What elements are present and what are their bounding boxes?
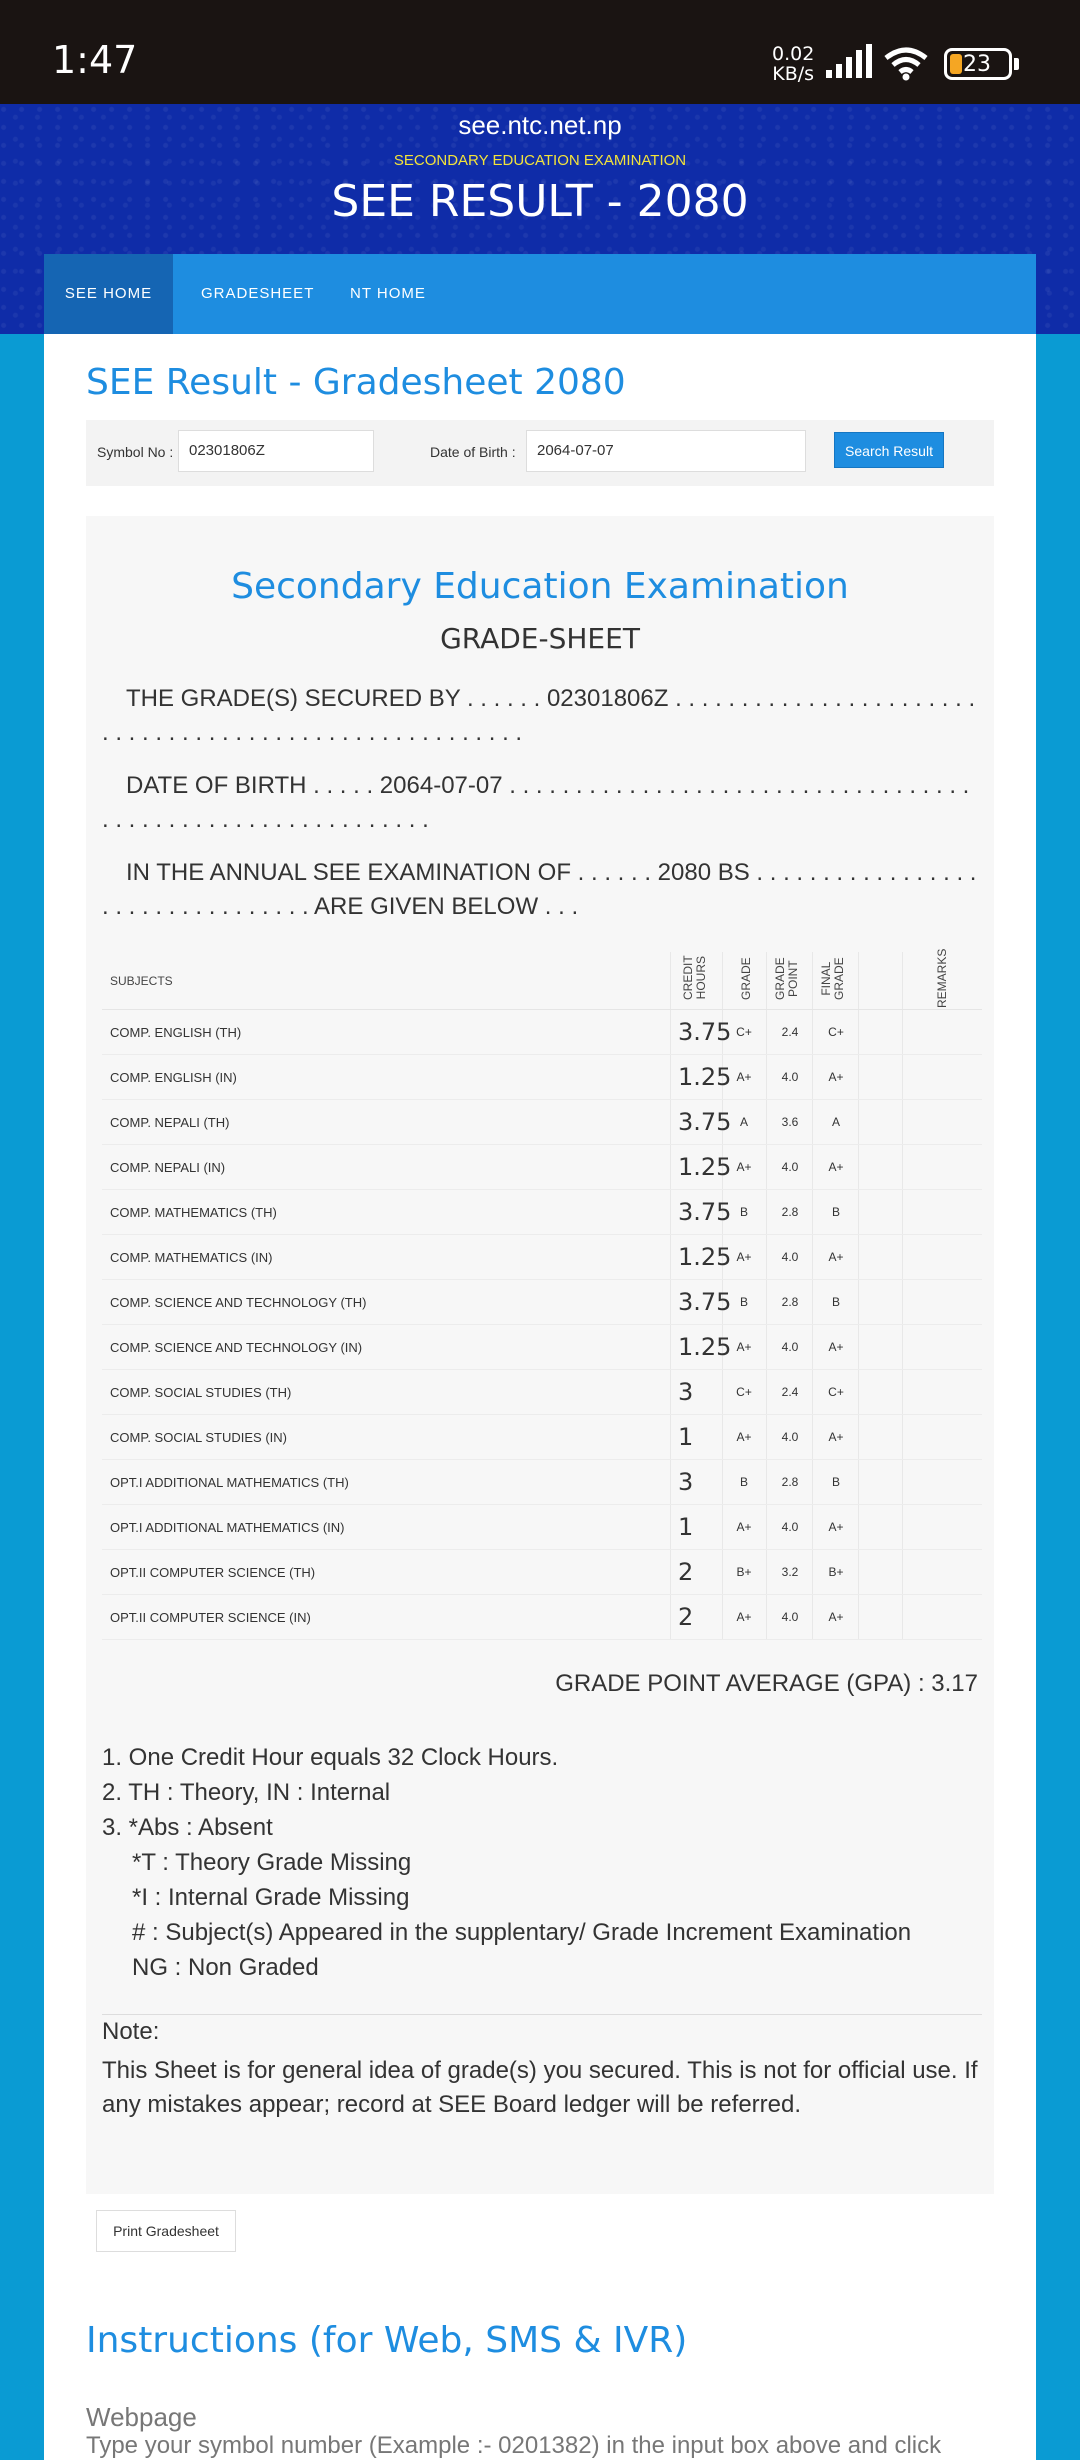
subject-cell: COMP. MATHEMATICS (TH) (110, 1205, 277, 1220)
col-grade: GRADE (739, 957, 753, 1000)
network-speed (772, 44, 814, 84)
final-grade-cell: C+ (828, 1025, 844, 1039)
final-grade-cell: B (831, 1205, 840, 1219)
search-result-button[interactable]: Search Result (834, 432, 944, 468)
grade-row (102, 1550, 982, 1595)
grade-cell: A+ (736, 1160, 752, 1174)
search-form (86, 420, 994, 486)
final-grade-cell: A+ (828, 1160, 844, 1174)
final-grade-cell: A+ (828, 1070, 844, 1084)
notes-list (102, 1740, 982, 1985)
main-nav (44, 254, 1036, 334)
col-grade-point (774, 957, 800, 1000)
note-heading: Note: (102, 2018, 160, 2045)
final-grade-cell: B (831, 1475, 840, 1489)
subject-cell: COMP. SCIENCE AND TECHNOLOGY (IN) (110, 1340, 363, 1355)
credit-hours-cell: 1.25 (678, 1243, 732, 1271)
header-title: SEE RESULT - 2080 (331, 176, 749, 227)
grade-row (102, 1415, 982, 1460)
grade-point-cell: 2.4 (781, 1385, 799, 1399)
grade-cell: B (739, 1475, 748, 1489)
gradesheet-title: Secondary Education Examination (231, 566, 849, 607)
final-grade-cell: A+ (828, 1610, 844, 1624)
col-gp-line2: POINT (786, 960, 800, 997)
symbol-input[interactable]: 02301806Z (178, 430, 374, 472)
grade-row (102, 1100, 982, 1145)
battery-tip (1014, 58, 1019, 70)
grade-row (102, 1595, 982, 1640)
final-grade-cell: A+ (828, 1340, 844, 1354)
network-speed-value: 0.02 (772, 43, 815, 65)
grade-cell: B (739, 1295, 748, 1309)
grade-point-cell: 3.2 (781, 1565, 799, 1579)
gradesheet-subtitle: GRADE-SHEET (440, 622, 640, 655)
dob-line: DATE OF BIRTH . . . . . 2064-07-07 . . . . . . . . . . . . . . . . . . . . . . . . . . . . . . . . . . . . . . . . . . . . . . . . . . . . . . . . . . . . (102, 772, 970, 833)
subject-cell: COMP. SOCIAL STUDIES (IN) (110, 1430, 287, 1445)
page-title: SEE Result - Gradesheet 2080 (86, 362, 626, 403)
network-speed-unit: KB/s (772, 63, 815, 85)
symbol-label: Symbol No : (97, 444, 174, 460)
subject-cell: COMP. ENGLISH (IN) (110, 1070, 237, 1085)
credit-hours-cell: 3.75 (678, 1108, 732, 1136)
header-subtitle: SECONDARY EDUCATION EXAMINATION (393, 152, 687, 169)
page-content (44, 334, 1036, 2460)
credit-hours-cell: 3.75 (678, 1288, 732, 1316)
grade-point-cell: 4.0 (781, 1070, 799, 1084)
note-body: This Sheet is for general idea of grade(s) you secured. This is not for official use. If any mistakes appear; record at SEE Board ledger will be referred. (102, 2057, 978, 2118)
grade-cell: B (739, 1205, 748, 1219)
grade-cell: A+ (736, 1340, 752, 1354)
battery-icon (944, 48, 1012, 80)
webpage-instruction: Type your symbol number (Example :- 0201382) in the input box above and click (86, 2432, 942, 2459)
site-url: see.ntc.net.np (458, 110, 622, 140)
grade-point-cell: 2.8 (781, 1205, 799, 1219)
final-grade-cell: C+ (828, 1385, 844, 1399)
grade-table-header (102, 948, 982, 1010)
subject-cell: COMP. SOCIAL STUDIES (TH) (110, 1385, 292, 1400)
final-grade-cell: B (831, 1295, 840, 1309)
col-credit-line1: CREDIT (681, 955, 695, 1000)
grade-point-cell: 3.6 (781, 1115, 799, 1129)
battery-level: 23 (963, 52, 991, 77)
credit-hours-cell: 3.75 (678, 1018, 732, 1046)
grade-rows (102, 1010, 982, 1640)
nav-see-home[interactable]: SEE HOME (44, 254, 173, 334)
col-credit-line2: HOURS (694, 956, 708, 1000)
gradesheet (86, 516, 994, 2194)
grade-point-cell: 2.8 (781, 1295, 799, 1309)
col-gp-line1: GRADE (773, 957, 787, 1000)
grade-point-cell: 4.0 (781, 1340, 799, 1354)
grade-cell: C+ (736, 1025, 752, 1039)
grade-cell: A+ (736, 1250, 752, 1264)
webpage-heading: Webpage (86, 2402, 197, 2432)
nav-nt-home[interactable]: NT HOME (350, 285, 426, 302)
grade-row (102, 1010, 982, 1055)
col-final-grade (820, 957, 846, 1000)
col-credit-hours (682, 955, 708, 1000)
grade-point-cell: 2.8 (781, 1475, 799, 1489)
note-item: *I : Internal Grade Missing (132, 1884, 410, 1911)
subject-cell: OPT.II COMPUTER SCIENCE (IN) (110, 1610, 311, 1625)
credit-hours-cell: 1.25 (678, 1153, 732, 1181)
subject-cell: COMP. ENGLISH (TH) (110, 1025, 242, 1040)
final-grade-cell: A+ (828, 1520, 844, 1534)
grade-cell: C+ (736, 1385, 752, 1399)
final-grade-cell: A+ (828, 1430, 844, 1444)
grade-point-cell: 4.0 (781, 1250, 799, 1264)
subject-cell: COMP. NEPALI (TH) (110, 1115, 230, 1130)
note-item: # : Subject(s) Appeared in the supplentary/ Grade Increment Examination (132, 1919, 912, 1946)
grade-point-cell: 4.0 (781, 1520, 799, 1534)
grade-cell: A+ (736, 1070, 752, 1084)
note-item: 1. One Credit Hour equals 32 Clock Hours. (102, 1744, 559, 1771)
col-fg-line1: FINAL (819, 961, 833, 996)
subject-cell: OPT.II COMPUTER SCIENCE (TH) (110, 1565, 316, 1580)
print-gradesheet-button[interactable]: Print Gradesheet (96, 2210, 236, 2252)
final-grade-cell: A+ (828, 1250, 844, 1264)
col-remarks: REMARKS (935, 948, 949, 1008)
grade-point-cell: 4.0 (781, 1160, 799, 1174)
credit-hours-cell: 3 (678, 1468, 694, 1496)
grade-row (102, 1190, 982, 1235)
credit-hours-cell: 2 (678, 1558, 694, 1586)
col-subjects: SUBJECTS (110, 974, 173, 988)
status-time: 1:47 (52, 38, 138, 82)
secured-by-line: THE GRADE(S) SECURED BY . . . . . . 02301806Z . . . . . . . . . . . . . . . . . . . . . . . . . . . . . . . . . . . . . . . . . . . . . . . . . . . . . . . (102, 685, 976, 746)
note-item: NG : Non Graded (132, 1954, 319, 1981)
grade-point-cell: 2.4 (781, 1025, 799, 1039)
credit-hours-cell: 2 (678, 1603, 694, 1631)
credit-hours-cell: 3.75 (678, 1198, 732, 1226)
grade-cell: A+ (736, 1520, 752, 1534)
grade-row (102, 1280, 982, 1325)
grade-row (102, 1460, 982, 1505)
grade-row (102, 1055, 982, 1100)
exam-line: IN THE ANNUAL SEE EXAMINATION OF . . . . . . 2080 BS . . . . . . . . . . . . . . . . . . . . . . . . . . . . . . . . . ARE GIVEN BELOW . . . (102, 859, 977, 920)
dob-label: Date of Birth : (430, 444, 516, 460)
grade-cell: B+ (736, 1565, 752, 1579)
grade-cell: A+ (736, 1610, 752, 1624)
nav-gradesheet[interactable]: GRADESHEET (201, 285, 315, 302)
grade-point-cell: 4.0 (781, 1610, 799, 1624)
subject-cell: OPT.I ADDITIONAL MATHEMATICS (TH) (110, 1475, 349, 1490)
credit-hours-cell: 1 (678, 1423, 694, 1451)
credit-hours-cell: 3 (678, 1378, 694, 1406)
subject-cell: COMP. NEPALI (IN) (110, 1160, 226, 1175)
grade-row (102, 1145, 982, 1190)
grade-row (102, 1370, 982, 1415)
instructions-title: Instructions (for Web, SMS & IVR) (86, 2320, 688, 2361)
note-item: 3. *Abs : Absent (102, 1814, 273, 1841)
grade-point-cell: 4.0 (781, 1430, 799, 1444)
subject-cell: COMP. MATHEMATICS (IN) (110, 1250, 273, 1265)
notes-divider (102, 2014, 982, 2015)
grade-table (102, 948, 982, 1640)
note-item: 2. TH : Theory, IN : Internal (102, 1779, 391, 1806)
credit-hours-cell: 1.25 (678, 1063, 732, 1091)
grade-cell: A+ (736, 1430, 752, 1444)
grade-row (102, 1505, 982, 1550)
dob-input[interactable]: 2064-07-07 (526, 430, 806, 472)
status-bar (0, 0, 1080, 104)
grade-cell: A (739, 1115, 748, 1129)
credit-hours-cell: 1.25 (678, 1333, 732, 1361)
grade-row (102, 1235, 982, 1280)
note-item: *T : Theory Grade Missing (132, 1849, 412, 1876)
signal-icon (824, 44, 872, 80)
credit-hours-cell: 1 (678, 1513, 694, 1541)
gpa-text: GRADE POINT AVERAGE (GPA) : 3.17 (555, 1670, 978, 1697)
final-grade-cell: A (831, 1115, 840, 1129)
grade-row (102, 1325, 982, 1370)
final-grade-cell: B+ (828, 1565, 844, 1579)
subject-cell: COMP. SCIENCE AND TECHNOLOGY (TH) (110, 1295, 367, 1310)
col-fg-line2: GRADE (832, 957, 846, 1000)
subject-cell: OPT.I ADDITIONAL MATHEMATICS (IN) (110, 1520, 345, 1535)
wifi-icon (882, 44, 930, 82)
